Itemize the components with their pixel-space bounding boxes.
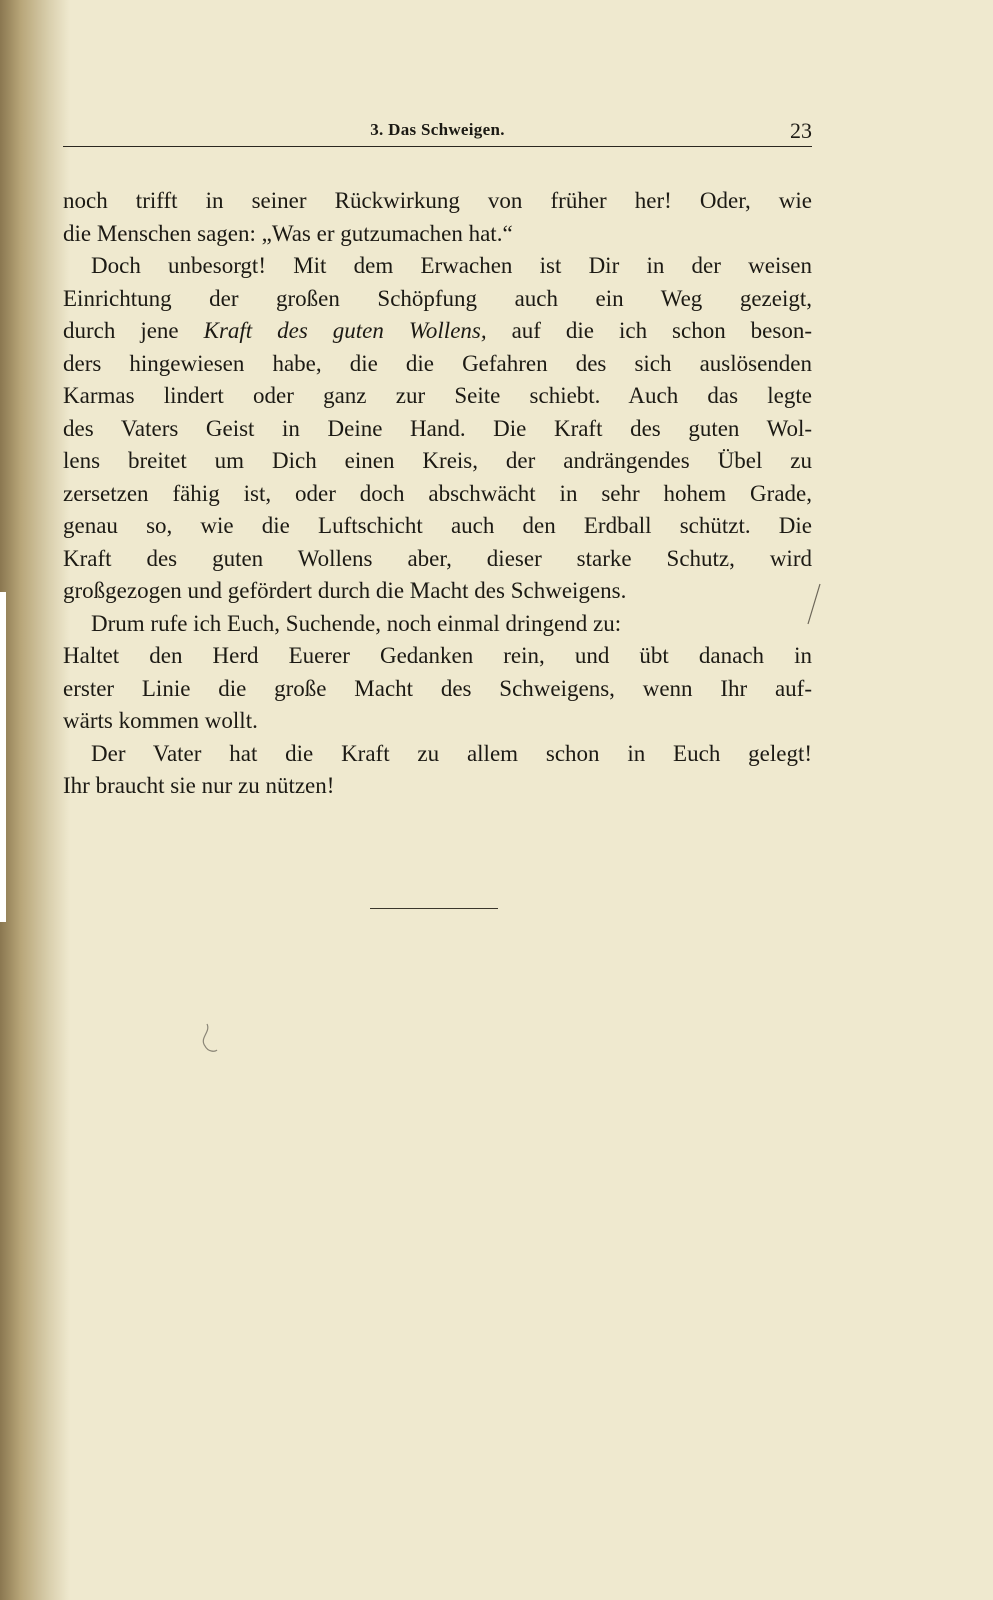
text-line: wärts kommen wollt.	[63, 708, 258, 733]
text-line	[63, 315, 812, 348]
book-page	[63, 112, 812, 803]
emphasis-text: Kraft des guten Wollens,	[203, 318, 487, 343]
line-end: auf die ich schon beson-	[486, 318, 812, 343]
scan-edge	[0, 592, 6, 922]
text-line: großgezogen und gefördert durch die Macht des Schweigens.	[63, 578, 627, 603]
text-line: erster Linie die große Macht des Schweigens, wenn Ihr auf-	[63, 675, 812, 701]
line-start: durch jene	[63, 318, 204, 343]
section-end-rule	[370, 908, 498, 909]
running-header	[63, 112, 812, 147]
text-line: ders hingewiesen habe, die die Gefahren des sich auslösenden	[63, 350, 812, 376]
text-line: genau so, wie die Luftschicht auch den Erdball schützt. Die	[63, 513, 812, 538]
text-line: lens breitet um Dich einen Kreis, der andrängendes Übel zu	[63, 448, 812, 473]
pencil-mark	[800, 578, 830, 638]
text-line: des Vaters Geist in Deine Hand. Die Kraft des guten Wol-	[63, 415, 812, 441]
text-line: Der Vater hat die Kraft zu allem schon in Euch gelegt!	[91, 740, 812, 766]
chapter-title: 3. Das Schweigen.	[370, 120, 505, 139]
pencil-squiggle	[195, 1020, 225, 1060]
book-spine-shadow	[0, 0, 70, 1600]
text-line: Einrichtung der großen Schöpfung auch ein Weg gezeigt,	[63, 285, 812, 311]
text-line: noch trifft in seiner Rückwirkung von früher her! Oder, wie	[63, 188, 812, 213]
text-line: zersetzen fähig ist, oder doch abschwächt in sehr hohem Grade,	[63, 480, 812, 506]
text-line: Doch unbesorgt! Mit dem Erwachen ist Dir in der weisen	[91, 253, 812, 278]
text-line: Drum rufe ich Euch, Suchende, noch einmal dringend zu:	[91, 610, 622, 636]
body-text	[63, 185, 812, 803]
page-number: 23	[790, 118, 812, 143]
text-line: Haltet den Herd Euerer Gedanken rein, und übt danach in	[63, 643, 812, 668]
text-line: Ihr braucht sie nur zu nützen!	[63, 773, 335, 798]
text-line: die Menschen sagen: „Was er gutzumachen hat.“	[63, 220, 513, 246]
text-line: Karmas lindert oder ganz zur Seite schiebt. Auch das legte	[63, 383, 812, 408]
text-line: Kraft des guten Wollens aber, dieser starke Schutz, wird	[63, 545, 812, 571]
